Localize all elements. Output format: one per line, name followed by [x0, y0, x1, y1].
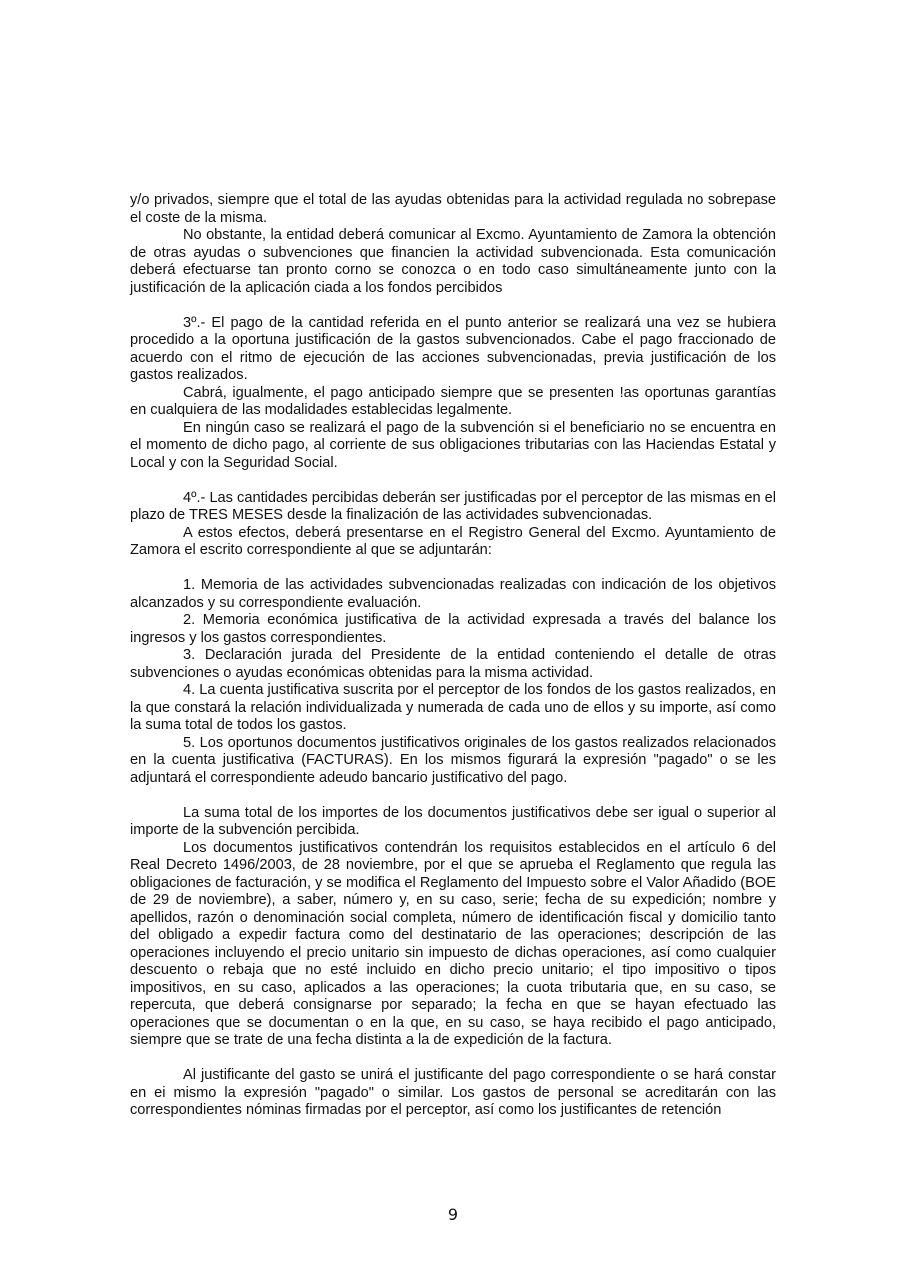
paragraph-documentos-justificativos: Los documentos justificativos contendrán los requisitos establecidos en el artículo 6 del Real Decreto 1496/2003, de 28 noviembre, por el que se aprueba el Reglamento que regula las obligaciones de facturación, y se modifica el Reglamento del Impuesto sobre el Valor Añadido (BOE de 29 de noviembre), a saber, número y, en su caso, serie; fecha de su expedición; nombre y apellidos, razón o denominación social completa, número de identificación fiscal y domicilio tanto del obligado a expedir factura como del destinatario de las operaciones; descripción de las operaciones incluyendo el precio unitario sin impuesto de dichas operaciones, así como cualquier descuento o rebaja que no esté incluido en dicho precio unitario; el tipo impositivo o tipos impositivos, en su caso, aplicados a las operaciones; la cuota tributaria que, en su caso, se repercuta, que deberá consignarse por separado; la fecha en que se hayan efectuado las operaciones que se documentan o en la que, en su caso, se haya recibido el pago anticipado, siempre que se trate de una fecha distinta a la de expedición de la factura.: [130, 839, 776, 1048]
paragraph-gap: [130, 297, 776, 315]
paragraph-gap: [130, 787, 776, 805]
list-item-3: 3. Declaración jurada del Presidente de la entidad conteniendo el detalle de otras subvenciones o ayudas económicas obtenidas para la misma actividad.: [130, 647, 776, 681]
paragraph-gap: [130, 1050, 776, 1068]
page-number: 9: [447, 1205, 459, 1224]
paragraph-continuation: y/o privados, siempre que el total de las ayudas obtenidas para la actividad regulada no sobrepase el coste de la misma.: [130, 192, 776, 226]
paragraph-suma-total: La suma total de los importes de los documentos justificativos debe ser igual o superior al importe de la subvención percibida.: [130, 804, 776, 838]
paragraph-ningun-caso: En ningún caso se realizará el pago de la subvención si el beneficiario no se encuentra en el momento de dicho pago, al corriente de sus obligaciones tributarias con las Haciendas Estatal y Local y con la Seguridad Social.: [130, 419, 776, 471]
paragraph-estos-efectos: A estos efectos, deberá presentarse en el Registro General del Excmo. Ayuntamiento de Zamora el escrito correspondiente al que se adjuntarán:: [130, 524, 776, 558]
paragraph-pago-anticipado: Cabrá, igualmente, el pago anticipado siempre que se presenten !as oportunas garantías en cualquiera de las modalidades establecidas legalmente.: [130, 384, 776, 418]
list-item-5: 5. Los oportunos documentos justificativos originales de los gastos realizados relacionados en la cuenta justificativa (FACTURAS). En los mismos figurará la expresión "pagado" o se les adjuntará el correspondiente adeudo bancario justificativo del pago.: [130, 734, 776, 786]
list-item-4: 4. La cuenta justificativa suscrita por el perceptor de los fondos de los gastos realizados, en la que constará la relación individualizada y numerada de cada uno de ellos y su importe, así como la suma total de todos los gastos.: [130, 682, 776, 733]
paragraph-comunicacion: No obstante, la entidad deberá comunicar al Excmo. Ayuntamiento de Zamora la obtención de otras ayudas o subvenciones que financien la actividad subvencionada. Esta comunicación deberá efectuarse tan pronto corno se conozca o en todo caso simultáneamente junto con la justificación de la aplicación ciada a los fondos percibidos: [130, 227, 776, 296]
paragraph-gap: [130, 472, 776, 490]
list-item-2: 2. Memoria económica justificativa de la actividad expresada a través del balance los ingresos y los gastos correspondientes.: [130, 612, 776, 646]
paragraph-justificante-gasto: Al justificante del gasto se unirá el justificante del pago correspondiente o se hará constar en ei mismo la expresión "pagado" o similar. Los gastos de personal se acreditarán con las correspondientes nóminas firmadas por el perceptor, así como los justificantes de retención: [130, 1067, 776, 1118]
list-item-1: 1. Memoria de las actividades subvencionadas realizadas con indicación de los objetivos alcanzados y su correspondiente evaluación.: [130, 577, 776, 611]
paragraph-gap: [130, 560, 776, 578]
paragraph-clause-4: 4º.- Las cantidades percibidas deberán ser justificadas por el perceptor de las mismas en el plazo de TRES MESES desde la finalización de las actividades subvencionadas.: [130, 489, 776, 523]
paragraph-clause-3: 3º.- El pago de la cantidad referida en el punto anterior se realizará una vez se hubiera procedido a la oportuna justificación de la gastos subvencionados. Cabe el pago fraccionado de acuerdo con el ritmo de ejecución de las acciones subvencionadas, previa justificación de los gastos realizados.: [130, 314, 776, 383]
document-body: [130, 192, 776, 1120]
